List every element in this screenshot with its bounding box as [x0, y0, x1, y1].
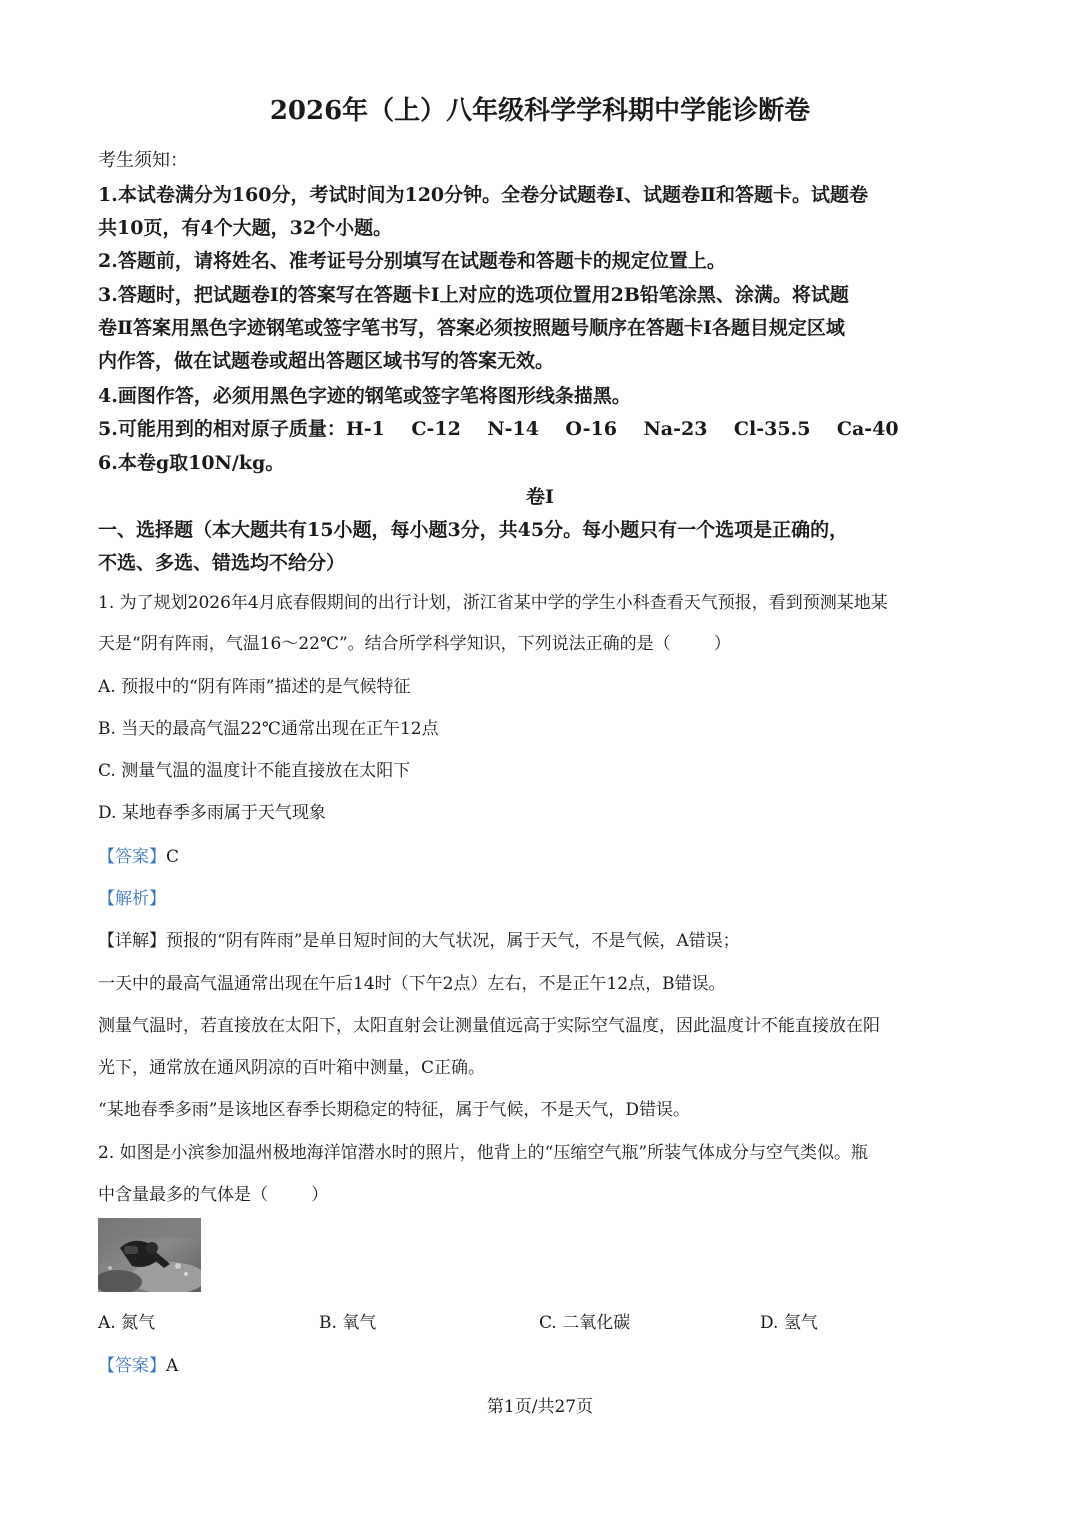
answer-line: [98, 1351, 178, 1376]
notice-line: 内作答，做在试题卷或超出答题区域书写的答案无效。: [98, 350, 555, 372]
detail-line: 测量气温时，若直接放在太阳下，太阳直射会让测量值远高于实际空气温度，因此温度计不能直接放在阳: [98, 1016, 880, 1036]
option-c: C. 测量气温的温度计不能直接放在太阳下: [98, 761, 411, 781]
detail-line: 光下，通常放在通风阴凉的百叶箱中测量，C正确。: [98, 1058, 486, 1078]
section-heading: 不选、多选、错选均不给分）: [98, 552, 346, 574]
diver-photo: [98, 1218, 201, 1292]
notice-line: 1.本试卷满分为160分，考试时间为120分钟。全卷分试题卷Ⅰ、试题卷Ⅱ和答题卡。试题卷: [98, 184, 869, 206]
volume-label: 卷Ⅰ: [526, 486, 554, 508]
question-stem: 2. 如图是小滨参加温州极地海洋馆潜水时的照片，他背上的“压缩空气瓶”所装气体成分与空气类似。瓶: [98, 1143, 869, 1163]
answer-line: [98, 842, 179, 867]
notice-line: 6.本卷g取10N/kg。: [98, 452, 285, 474]
option-d: D. 某地春季多雨属于天气现象: [98, 803, 326, 823]
notice-heading: 考生须知：: [98, 150, 188, 171]
detail-line: 一天中的最高气温通常出现在午后14时（下午2点）左右，不是正午12点，B错误。: [98, 974, 726, 994]
question-stem: 天是“阴有阵雨，气温16～22℃”。结合所学科学知识，下列说法正确的是（ ）: [98, 634, 731, 654]
notice-line: 卷Ⅱ答案用黑色字迹钢笔或签字笔书写，答案必须按照题号顺序在答题卡Ⅰ各题目规定区域: [98, 317, 845, 339]
detail-text: 预报的“阴有阵雨”是单日短时间的大气状况，属于天气，不是气候，A错误；: [166, 931, 740, 951]
analysis-tag: 【解析】: [98, 889, 166, 909]
option-a: A. 预报中的“阴有阵雨”描述的是气候特征: [98, 677, 411, 697]
answer-value: A: [166, 1356, 179, 1376]
notice-line: 4.画图作答，必须用黑色字迹的钢笔或签字笔将图形线条描黑。: [98, 385, 631, 407]
answer-value: C: [166, 847, 180, 867]
section-heading: 一、选择题（本大题共有15小题，每小题3分，共45分。每小题只有一个选项是正确的，: [98, 519, 849, 541]
question-stem: 1. 为了规划2026年4月底春假期间的出行计划，浙江省某中学的学生小科查看天气预报，看到预测某地某: [98, 593, 888, 613]
detail-line: [98, 926, 740, 951]
option-d: D. 氢气: [760, 1313, 818, 1333]
notice-line: 3.答题时，把试题卷Ⅰ的答案写在答题卡Ⅰ上对应的选项位置用2B铅笔涂黑、涂满。将试题: [98, 284, 849, 306]
notice-line: 5.可能用到的相对原子质量：H-1 C-12 N-14 O-16 Na-23 Cl-35.5 Ca-40: [98, 418, 899, 440]
detail-tag: 【详解】: [98, 931, 166, 951]
diver-photo-image: [98, 1218, 201, 1292]
option-c: C. 二氧化碳: [539, 1313, 631, 1333]
notice-line: 共10页，有4个大题，32个小题。: [98, 217, 393, 239]
notice-line: 2.答题前，请将姓名、准考证号分别填写在试题卷和答题卡的规定位置上。: [98, 250, 726, 272]
answer-tag: 【答案】: [98, 847, 166, 867]
option-b: B. 当天的最高气温22℃通常出现在正午12点: [98, 719, 439, 739]
question-stem: 中含量最多的气体是（ ）: [98, 1185, 329, 1205]
page-footer: 第1页/共27页: [486, 1397, 594, 1417]
page-title: 2026年（上）八年级科学学科期中学能诊断卷: [269, 96, 811, 126]
answer-tag: 【答案】: [98, 1356, 166, 1376]
option-a: A. 氮气: [98, 1313, 156, 1333]
detail-line: “某地春季多雨”是该地区春季长期稳定的特征，属于气候，不是天气，D错误。: [98, 1100, 691, 1120]
option-b: B. 氧气: [319, 1313, 377, 1333]
